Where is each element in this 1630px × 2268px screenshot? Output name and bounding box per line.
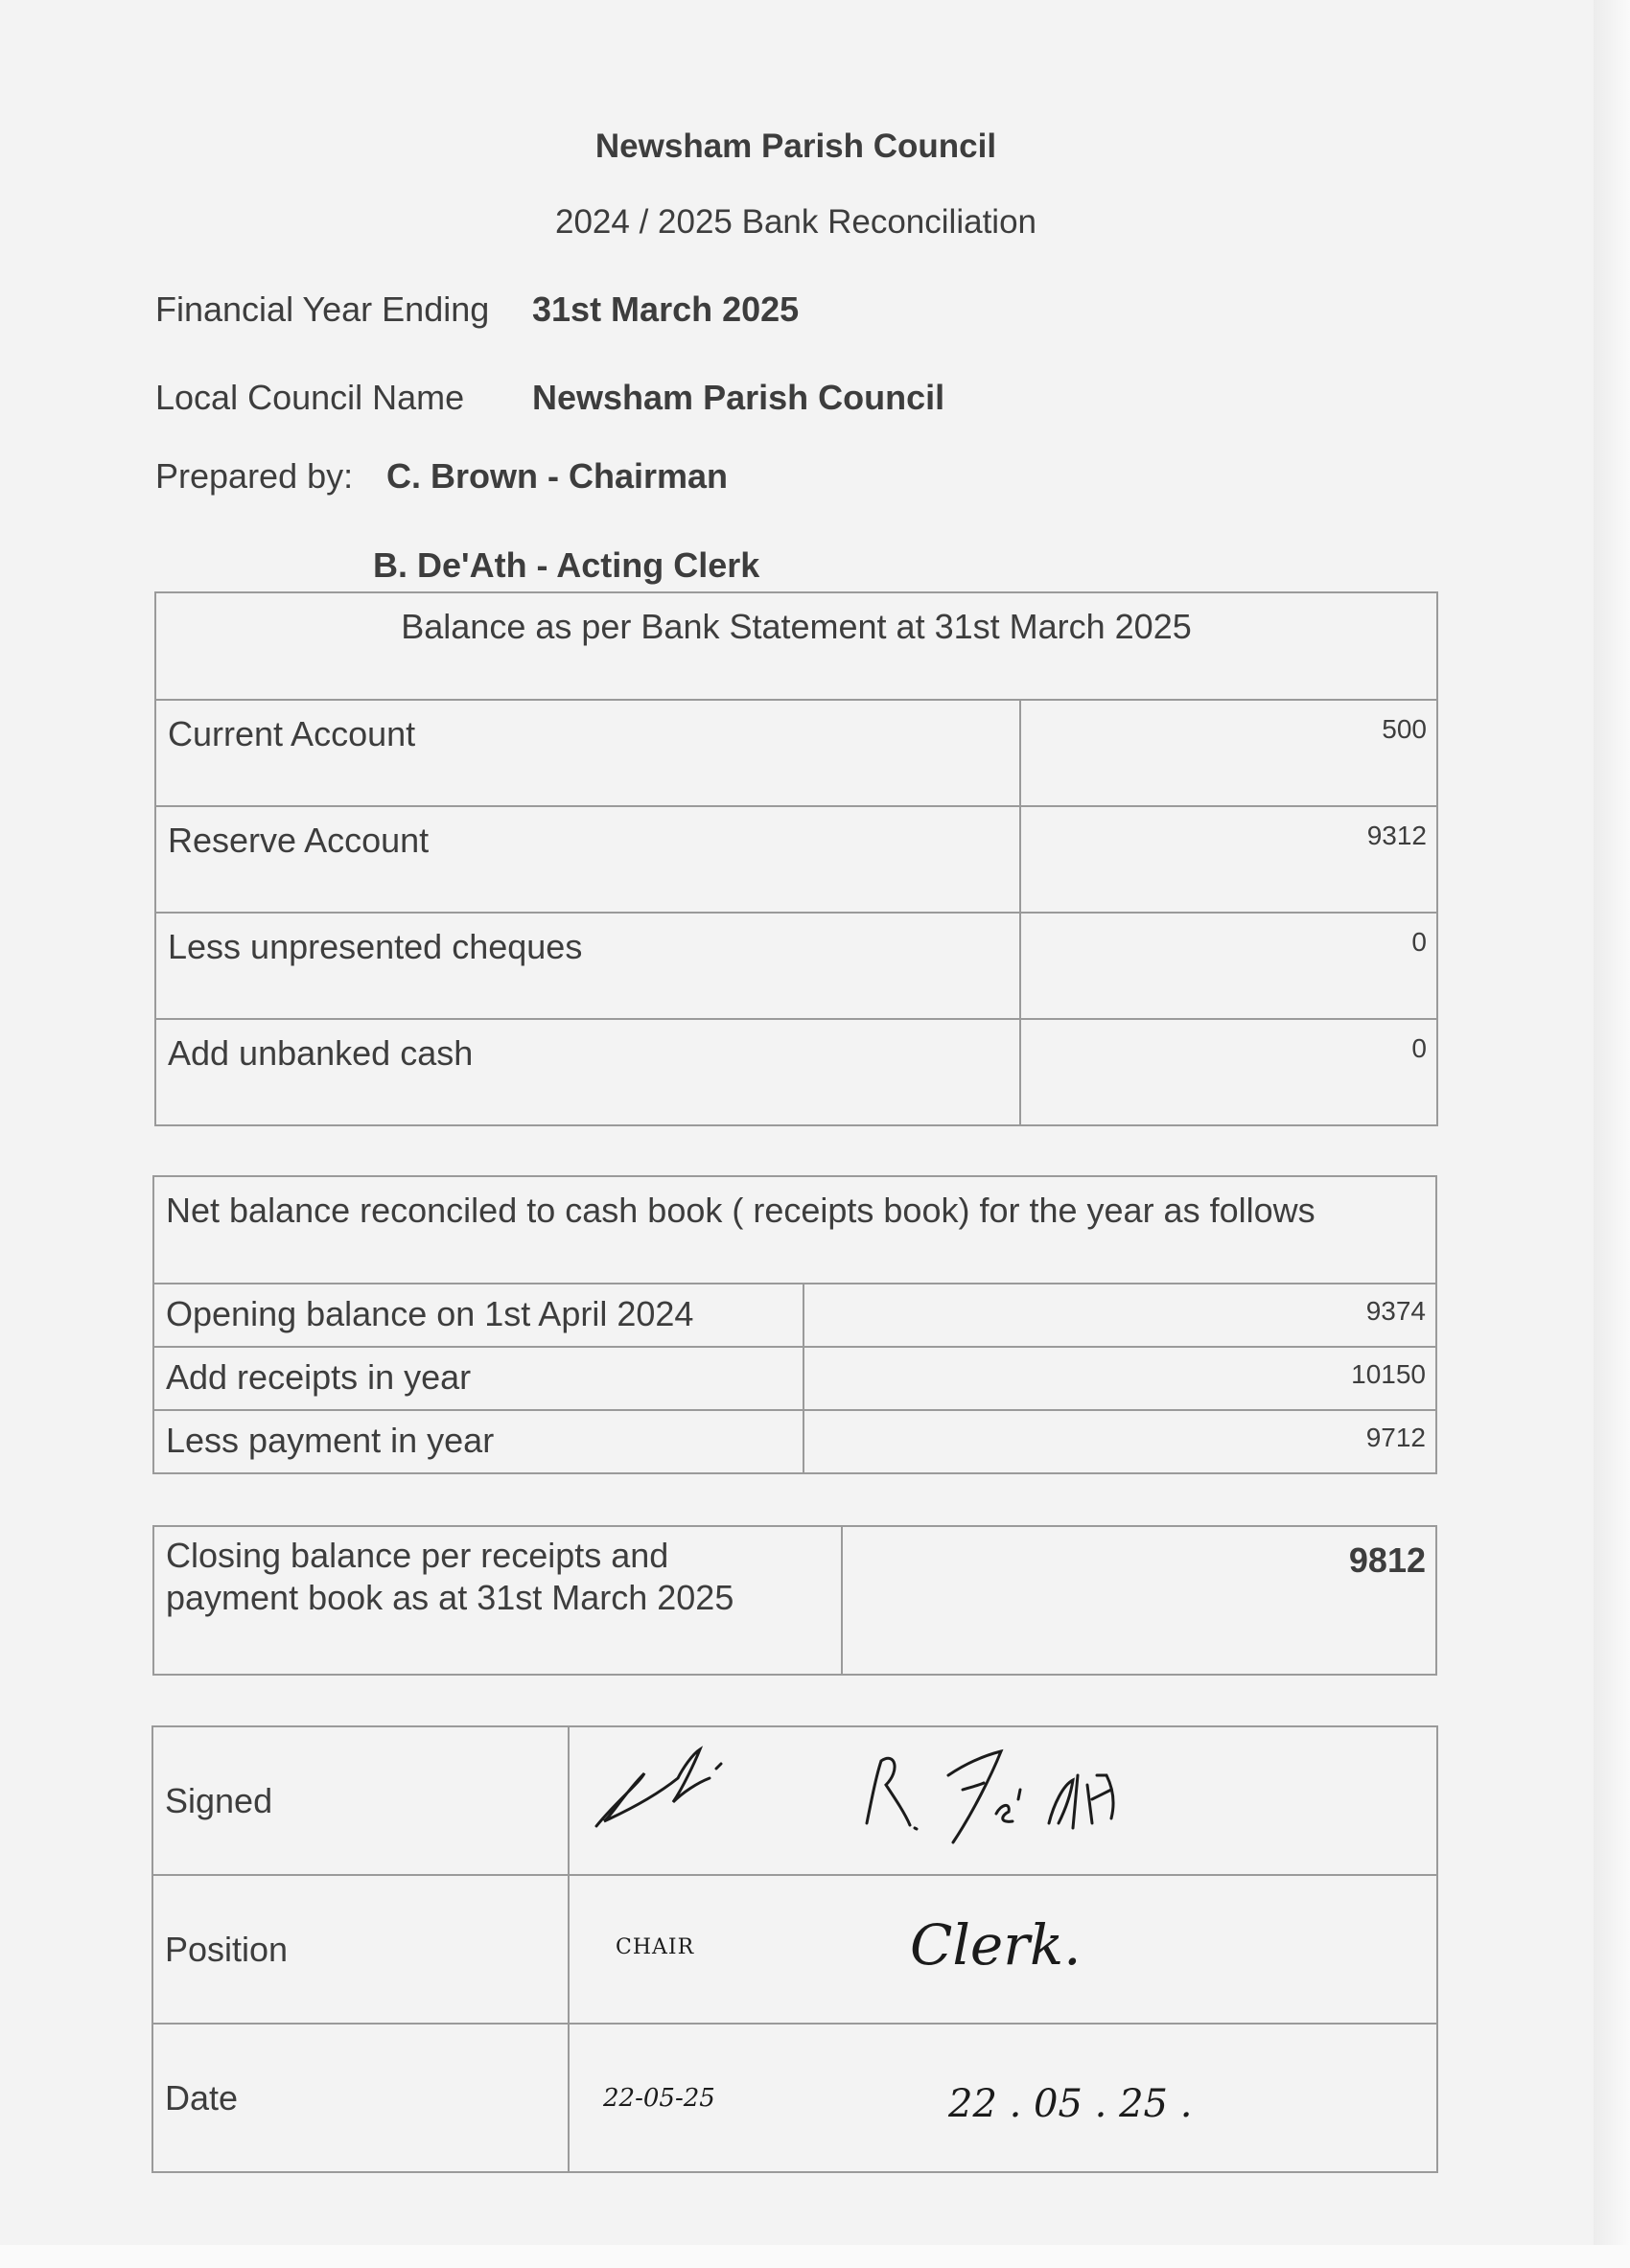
signature-row: [152, 2024, 1437, 2172]
page-bottom-edge: [0, 2245, 1630, 2268]
table-row: [155, 806, 1437, 913]
clerk-signature: [857, 1747, 1183, 1852]
position-label: Position: [152, 1875, 569, 2024]
row-label: Reserve Account: [155, 806, 1020, 913]
row-value: 0: [1020, 913, 1437, 1019]
signed-label: Signed: [152, 1726, 569, 1875]
prepared-by-chairman: C. Brown - Chairman: [386, 456, 729, 496]
financial-year-value: 31st March 2025: [532, 289, 800, 329]
table-row: [153, 1284, 1436, 1347]
financial-year-label: Financial Year Ending: [155, 289, 490, 329]
table-row: [155, 1019, 1437, 1125]
row-label: Less unpresented cheques: [155, 913, 1020, 1019]
page-edge: [1594, 0, 1630, 2268]
signed-cell[interactable]: [569, 1726, 1437, 1875]
document-title: Newsham Parish Council: [594, 127, 997, 165]
clerk-position: Clerk.: [910, 1912, 1082, 1978]
chairman-position: CHAIR: [616, 1935, 695, 1959]
position-cell[interactable]: [569, 1875, 1437, 2024]
table-row: [153, 1347, 1436, 1410]
cash-book-heading: Net balance reconciled to cash book ( receipts book) for the year as follows: [153, 1176, 1436, 1284]
council-name-label: Local Council Name: [155, 378, 465, 417]
prepared-by-clerk: B. De'Ath - Acting Clerk: [373, 545, 760, 585]
row-label: Current Account: [155, 700, 1020, 806]
row-value: 9712: [803, 1410, 1436, 1473]
cash-book-table: [152, 1175, 1437, 1474]
closing-balance-table: [152, 1525, 1437, 1676]
row-label: Less payment in year: [153, 1410, 803, 1473]
row-label: Opening balance on 1st April 2024: [153, 1284, 803, 1347]
row-value: 500: [1020, 700, 1437, 806]
row-value: 9312: [1020, 806, 1437, 913]
signature-row: [152, 1875, 1437, 2024]
bank-statement-table: [154, 591, 1438, 1126]
table-row: [155, 700, 1437, 806]
table-row: [155, 913, 1437, 1019]
closing-balance-label: Closing balance per receipts and payment book as at 31st March 2025: [153, 1526, 842, 1675]
chairman-date: 22-05-25: [603, 2084, 715, 2113]
date-cell[interactable]: [569, 2024, 1437, 2172]
table-row: [153, 1410, 1436, 1473]
document-subtitle: 2024 / 2025 Bank Reconciliation: [554, 203, 1036, 241]
council-name-value: Newsham Parish Council: [532, 378, 945, 417]
signatures-table: [151, 1725, 1438, 2173]
bank-statement-heading: Balance as per Bank Statement at 31st March 2025: [155, 592, 1437, 700]
row-value: 9374: [803, 1284, 1436, 1347]
closing-balance-value: 9812: [842, 1526, 1436, 1675]
row-value: 10150: [803, 1347, 1436, 1410]
chairman-signature: [587, 1745, 740, 1836]
row-label: Add receipts in year: [153, 1347, 803, 1410]
signature-row: [152, 1726, 1437, 1875]
row-label: Add unbanked cash: [155, 1019, 1020, 1125]
prepared-by-label: Prepared by:: [155, 456, 354, 496]
row-value: 0: [1020, 1019, 1437, 1125]
clerk-date: 22 . 05 . 25 .: [948, 2082, 1193, 2126]
date-label: Date: [152, 2024, 569, 2172]
